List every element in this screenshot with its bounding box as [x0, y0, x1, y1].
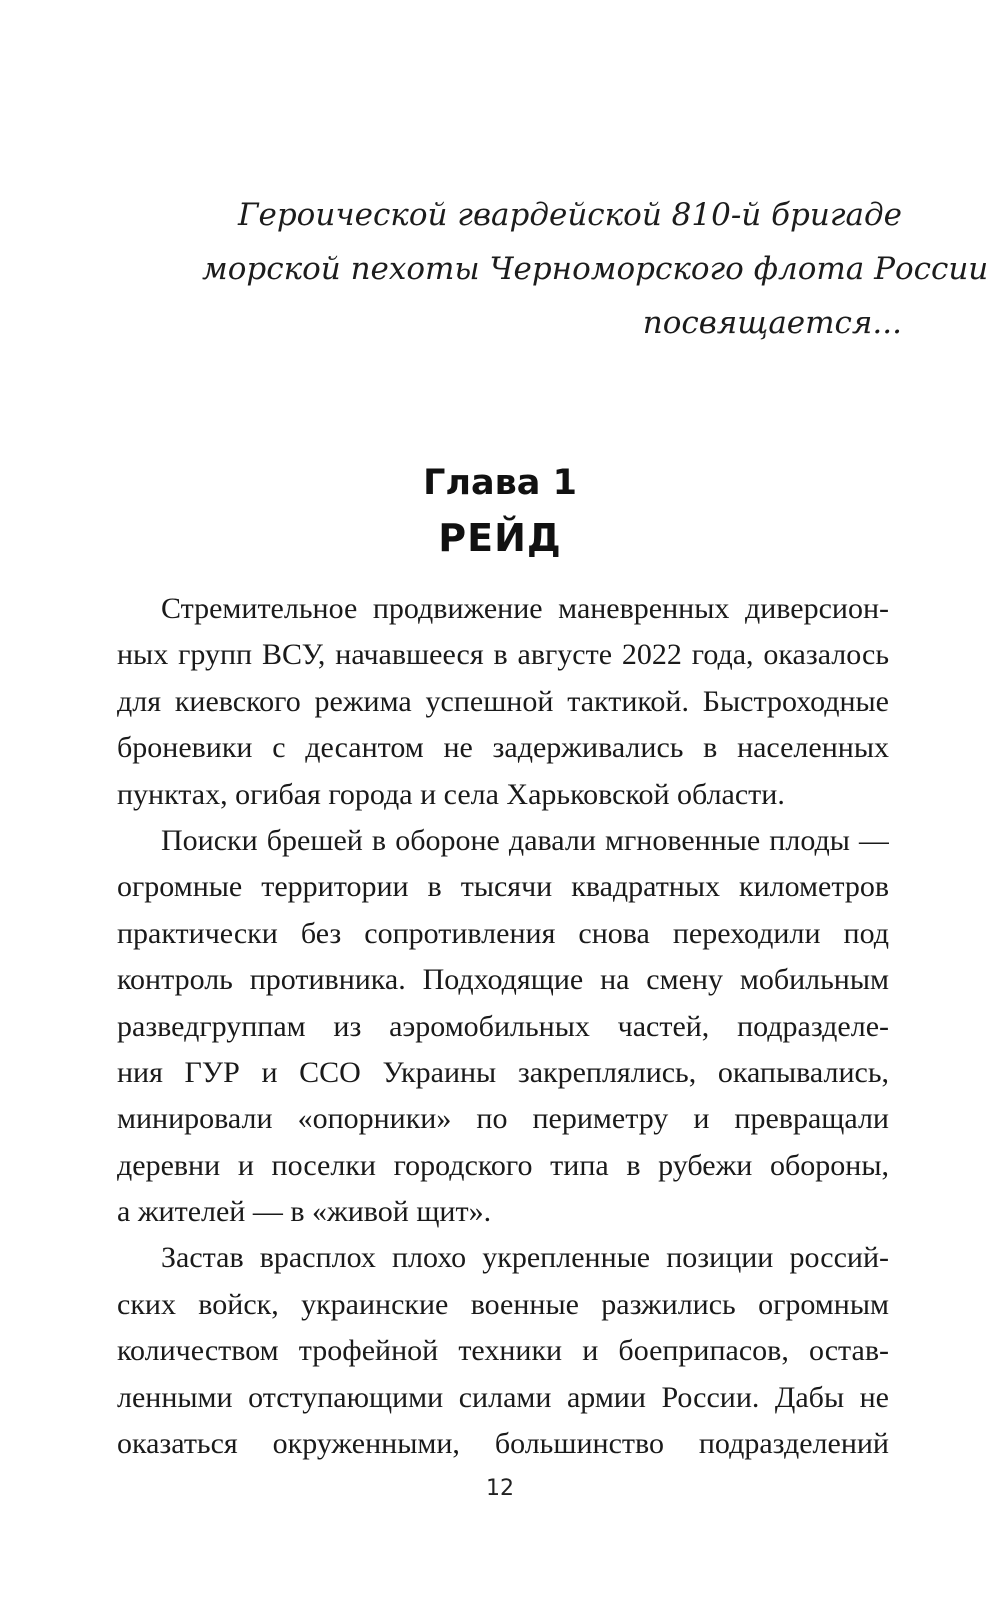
dedication-line: Героической гвардейской 810-й бригаде	[237, 197, 902, 233]
text-line: практически без сопротивления снова переходили под	[117, 916, 889, 950]
paragraph-2	[117, 818, 889, 1236]
text-line: минировали «опорники» по периметру и превращали	[117, 1102, 889, 1136]
text-line: Стремительное продвижение маневренных диверсион-	[161, 592, 889, 625]
text-line: ленными отступающими силами армии России. Дабы не	[117, 1380, 889, 1414]
dedication-line: посвящается...	[642, 305, 902, 341]
text-line: огромные территории в тысячи квадратных километров	[117, 870, 889, 904]
page-number: 12	[486, 1476, 514, 1501]
text-line: Поиски брешей в обороне давали мгновенные плоды —	[161, 823, 889, 857]
dedication-line: морской пехоты Черноморского флота России	[202, 251, 989, 287]
paragraph-1	[117, 586, 889, 818]
text-line: разведгруппам из аэромобильных частей, подразделе-	[117, 1009, 889, 1043]
dedication	[202, 188, 989, 350]
text-line: пунктах, огибая города и села Харьковской области.	[117, 777, 785, 811]
text-line: для киевского режима успешной тактикой. Быстроходные	[117, 684, 889, 718]
text-line: деревни и поселки городского типа в рубежи обороны,	[117, 1148, 889, 1182]
text-line: Застав врасплох плохо укрепленные позиции россий-	[161, 1241, 889, 1275]
text-line: ния ГУР и ССО Украины закреплялись, окапывались,	[117, 1055, 889, 1089]
text-line: количеством трофейной техники и боеприпасов, остав-	[117, 1334, 889, 1368]
text-line: ских войск, украинские военные разжились огромным	[117, 1287, 889, 1321]
chapter-heading	[0, 456, 1000, 566]
body-text	[117, 586, 889, 1467]
paragraph-3	[117, 1235, 889, 1467]
text-line: а жителей — в «живой щит».	[117, 1195, 492, 1229]
chapter-title: РЕЙД	[438, 516, 562, 560]
text-line: броневики с десантом не задерживались в населенных	[117, 731, 889, 765]
text-line: контроль противника. Подходящие на смену мобильным	[117, 963, 889, 997]
text-line: ных групп ВСУ, начавшееся в августе 2022 года, оказалось	[117, 638, 889, 672]
text-line: оказаться окруженными, большинство подразделений	[117, 1427, 889, 1461]
chapter-number: Глава 1	[423, 463, 577, 503]
